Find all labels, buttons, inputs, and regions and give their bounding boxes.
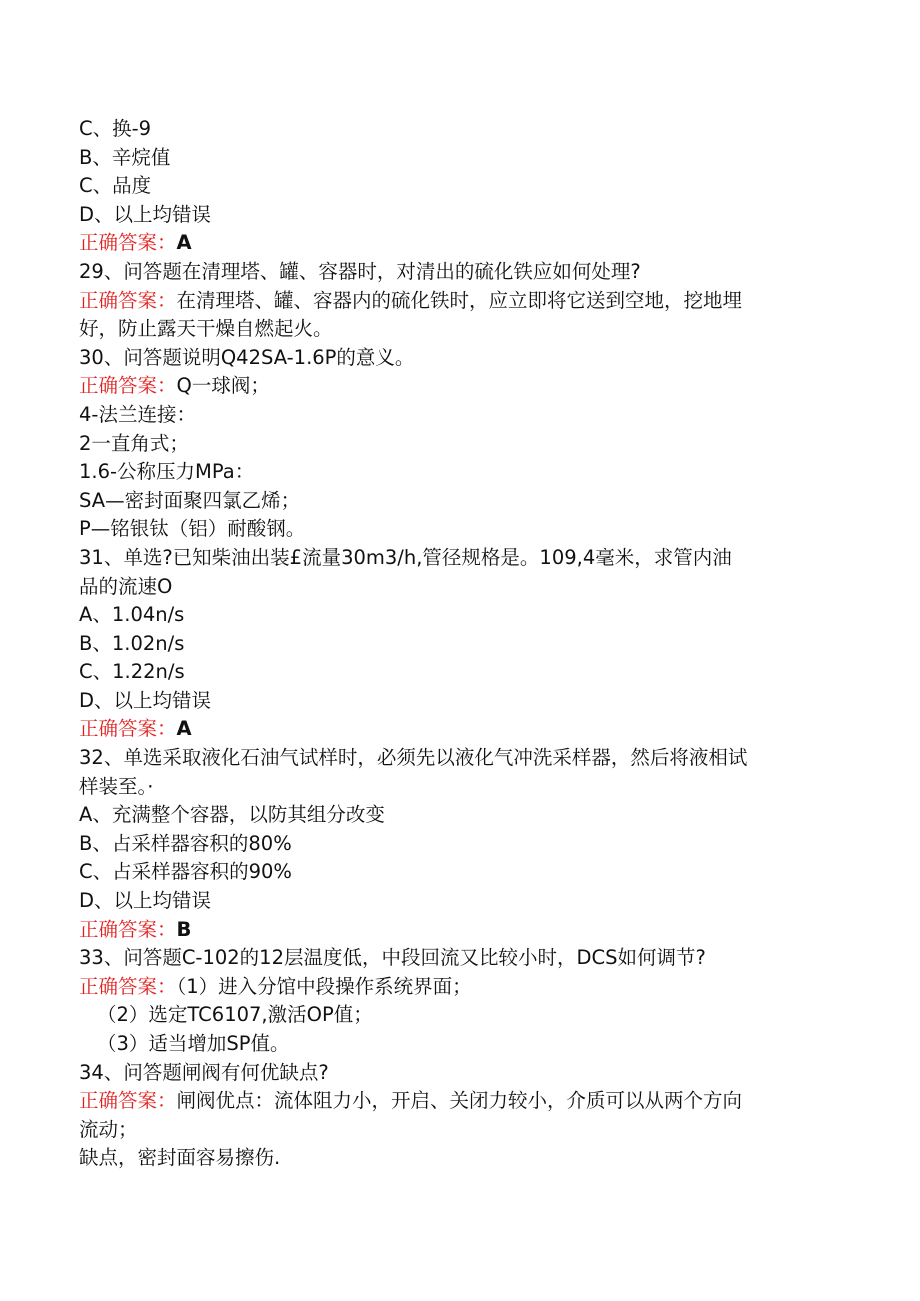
- option-line: C、换-9: [79, 117, 152, 140]
- option-line: B、辛烷值: [79, 145, 171, 169]
- answer-continuation: SA—密封面聚四氯乙烯；: [79, 488, 301, 512]
- answer-text: 闸阀优点：流体阻力小，开启、关闭力较小，介质可以从两个方向: [176, 1089, 743, 1113]
- answer-label: 正确答案：: [79, 1089, 177, 1113]
- question-line: 34、问答题闸阀有何优缺点?: [79, 1060, 329, 1084]
- option-line: A、1.04n/s: [79, 603, 185, 627]
- answer-text: （1）进入分馆中段操作系统界面；: [176, 974, 472, 998]
- option-line: C、占采样器容积的90%: [79, 860, 292, 884]
- document-page: [79, 115, 839, 1173]
- answer-label: 正确答案：: [79, 374, 177, 398]
- question-continuation: 样装至。·: [79, 774, 154, 798]
- answer-line: [79, 229, 839, 258]
- answer-label: 正确答案：: [79, 231, 177, 255]
- answer-label: 正确答案：: [79, 288, 177, 312]
- answer-text: Q一球阀；: [176, 374, 270, 398]
- question-line: 30、问答题说明Q42SA-1.6P的意义。: [79, 345, 415, 369]
- answer-value: A: [176, 717, 192, 741]
- question-continuation: 品的流速O: [79, 574, 173, 598]
- answer-continuation: 4-法兰连接：: [79, 402, 196, 426]
- option-line: A、充满整个容器，以防其组分改变: [79, 803, 385, 827]
- answer-continuation: P—铭银钛（铝）耐酸钢。: [79, 517, 306, 541]
- answer-line: [79, 715, 839, 744]
- question-line: 29、问答题在清理塔、罐、容器时，对清出的硫化铁应如何处理?: [79, 259, 641, 283]
- answer-line: [79, 287, 839, 316]
- answer-line: [79, 973, 839, 1002]
- answer-continuation: （3）适当增加SP值。: [97, 1032, 290, 1055]
- answer-value: A: [176, 231, 192, 255]
- answer-line: [79, 372, 839, 401]
- answer-value: B: [176, 917, 192, 941]
- answer-continuation: 2一直角式；: [79, 431, 189, 455]
- answer-label: 正确答案：: [79, 974, 177, 998]
- answer-line: [79, 1087, 839, 1116]
- option-line: B、占采样器容积的80%: [79, 831, 292, 855]
- question-line: 31、单选?已知柴油出装£流量30m3/h,管径规格是。109,4毫米，求管内油: [79, 545, 732, 569]
- option-line: C、1.22n/s: [79, 660, 185, 684]
- question-line: 32、单选采取液化石油气试样时，必须先以液化气冲洗采样器，然后将液相试: [79, 746, 748, 770]
- option-line: D、以上均错误: [79, 688, 212, 712]
- answer-continuation: （2）选定TC6107,激活OP值；: [97, 1003, 373, 1027]
- option-line: C、品度: [79, 174, 152, 198]
- answer-continuation: 缺点，密封面容易擦伤.: [79, 1146, 281, 1170]
- answer-continuation: 流动；: [79, 1117, 138, 1141]
- option-line: B、1.02n/s: [79, 631, 185, 655]
- answer-label: 正确答案：: [79, 717, 177, 741]
- option-line: D、以上均错误: [79, 202, 212, 226]
- answer-label: 正确答案：: [79, 917, 177, 941]
- question-line: 33、问答题C-102的12层温度低，中段回流又比较小时，DCS如何调节?: [79, 946, 706, 970]
- answer-text: 在清理塔、罐、容器内的硫化铁时，应立即将它送到空地，挖地埋: [176, 288, 743, 312]
- answer-line: [79, 916, 839, 945]
- answer-continuation: 1.6-公称压力MPa：: [79, 460, 255, 484]
- option-line: D、以上均错误: [79, 889, 212, 913]
- answer-continuation: 好，防止露天干燥自燃起火。: [79, 317, 333, 341]
